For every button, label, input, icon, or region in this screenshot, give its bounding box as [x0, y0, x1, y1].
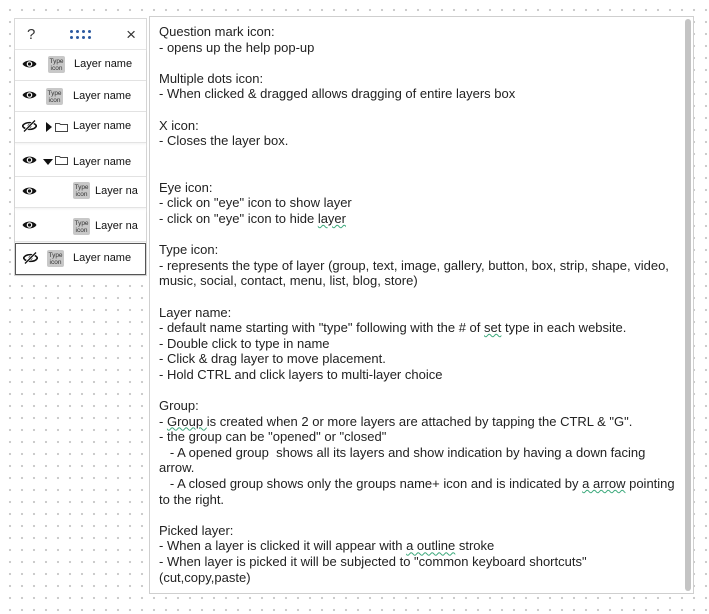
eye-icon[interactable] — [22, 58, 37, 70]
scrollbar[interactable] — [685, 19, 691, 591]
type-icon: Type icon — [48, 252, 63, 266]
note-line: - default name starting with "type" following with the # of set type in each website. — [159, 320, 627, 336]
note-line: - the group can be "opened" or "closed" — [159, 429, 387, 445]
type-icon: Type icon — [74, 184, 89, 198]
section-title: Picked layer: — [159, 522, 234, 538]
layer-row[interactable] — [15, 50, 146, 81]
note-line: - Double click to type in name — [159, 335, 330, 351]
layer-name[interactable]: Layer name — [73, 90, 132, 102]
type-icon: Type icon — [49, 58, 64, 72]
note-line: - Closes the layer box. — [159, 133, 289, 149]
note-line: - A closed group shows only the groups name+ icon and is indicated by a arrow pointing to the right. — [159, 476, 679, 507]
eye-icon[interactable] — [22, 185, 37, 197]
collapsed-arrow-icon[interactable] — [46, 122, 52, 132]
eye-icon[interactable] — [22, 219, 37, 231]
section-title: Layer name: — [159, 304, 232, 320]
note-line: - When clicked & dragged allows dragging of entire layers box — [159, 86, 516, 102]
section-title: Eye icon: — [159, 179, 213, 195]
eye-icon[interactable] — [22, 89, 37, 101]
note-line: - Hold CTRL and click layers to multi-layer choice — [159, 366, 443, 382]
note-line: - represents the type of layer (group, text, image, gallery, button, box, strip, shape, video, music, social, contact, menu, list, blog, store) — [159, 257, 669, 289]
notes-content — [150, 17, 693, 585]
section-title: Group: — [159, 398, 199, 414]
eye-hidden-icon[interactable] — [22, 120, 37, 132]
note-line: - click on "eye" icon to hide layer — [159, 210, 346, 226]
folder-icon — [55, 122, 68, 132]
section-title: Type icon: — [159, 242, 219, 258]
layer-name[interactable]: Layer name — [73, 252, 132, 264]
note-line: - opens up the help pop-up — [159, 39, 315, 55]
type-icon: Type icon — [74, 220, 89, 234]
layer-name[interactable]: Layer name — [73, 156, 132, 168]
group-row-open[interactable] — [15, 146, 146, 177]
eye-hidden-icon[interactable] — [23, 252, 38, 264]
note-line: - click on "eye" icon to show layer — [159, 195, 352, 211]
note-line: - Click & drag layer to move placement. — [159, 351, 386, 367]
section-title: Question mark icon: — [159, 24, 275, 39]
layer-row-picked[interactable] — [15, 243, 146, 275]
note-line: - A opened group shows all its layers and show indication by having a down facing arrow. — [159, 444, 649, 476]
group-row-closed[interactable] — [15, 112, 146, 143]
drag-handle-icon[interactable] — [70, 30, 91, 39]
note-line: - Group is created when 2 or more layers are attached by tapping the CTRL & "G". — [159, 413, 633, 429]
section-title: Multiple dots icon: — [159, 70, 264, 86]
layer-row[interactable] — [15, 81, 146, 112]
layer-name[interactable]: Layer na — [95, 185, 138, 197]
layer-name[interactable]: Layer name — [73, 120, 132, 132]
close-icon[interactable]: × — [126, 24, 136, 44]
layers-panel — [14, 18, 147, 276]
layer-name[interactable]: Layer name — [74, 58, 133, 70]
layer-row-child[interactable] — [15, 177, 146, 208]
notes-box — [149, 16, 694, 594]
note-line: - When layer is picked it will be subjected to "common keyboard shortcuts" (cut,copy,paste) — [159, 554, 587, 585]
layers-panel-header — [15, 19, 146, 50]
type-icon: Type icon — [47, 90, 62, 104]
eye-icon[interactable] — [22, 154, 37, 166]
layer-row-child[interactable] — [15, 211, 146, 242]
note-line: - When a layer is clicked it will appear with a outline stroke — [159, 538, 495, 554]
layer-name[interactable]: Layer na — [95, 220, 138, 232]
expanded-arrow-icon[interactable] — [43, 159, 53, 165]
help-icon[interactable]: ? — [27, 25, 36, 43]
folder-icon — [55, 155, 68, 165]
section-title: X icon: — [159, 117, 199, 133]
